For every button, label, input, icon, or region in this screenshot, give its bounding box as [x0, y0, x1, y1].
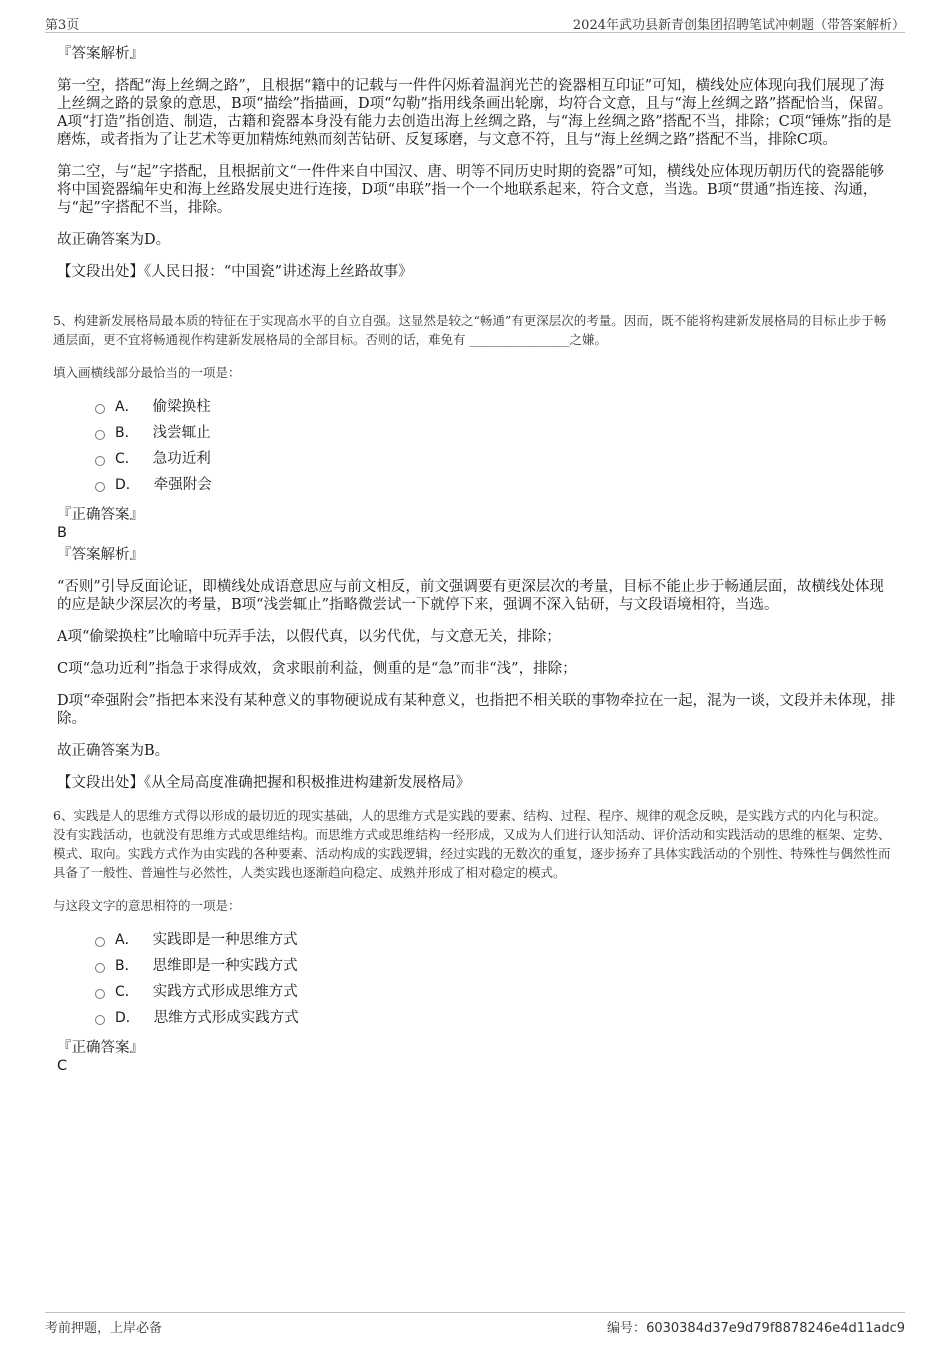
page-header [45, 12, 905, 33]
q6-option-c[interactable]: C． 实践方式形成思维方式 [95, 979, 897, 1005]
q5-option-d[interactable]: D． 牵强附会 [95, 472, 897, 498]
q4-source: 【文段出处】《人民日报：“中国瓷”讲述海上丝路故事》 [57, 264, 413, 280]
radio-icon[interactable] [95, 404, 105, 414]
q5-analysis-p1: “否则”引导反面论证，即横线处成语意思应与前文相反，前文强调要有更深层次的考量，目标不能止步于畅通层面，故横线处体现的应是缺少深层次的考量，B项“浅尝辄止”指略微尝试一下就停下来，强调不深入钻研，与文段语境相符，当选。 [57, 579, 884, 613]
q6-prompt: 与这段文字的意思相符的一项是： [53, 898, 241, 913]
q5-source: 【文段出处】《从全局高度准确把握和积极推进构建新发展格局》 [57, 775, 471, 791]
q5-stem: 5、构建新发展格局最本质的特征在于实现高水平的自立自强。这显然是较之“畅通”有更深层次的考量。因而，既不能将构建新发展格局的目标止步于畅通层面，更不宜将畅通视作构建新发展格局的全部目标。否则的话，难免有 ________________之嫌。 [53, 313, 887, 347]
q5-conclusion: 故正确答案为B。 [57, 743, 170, 759]
q4-analysis-label: 『答案解析』 [57, 46, 144, 62]
q4-conclusion: 故正确答案为D。 [57, 232, 171, 248]
q5-option-b[interactable]: B． 浅尝辄止 [95, 420, 897, 446]
q4-analysis-p1: 第一空，搭配“海上丝绸之路”，且根据“籍中的记载与一件件闪烁着温润光芒的瓷器相互印证”可知，横线处应体现向我们展现了海上丝绸之路的景象的意思，B项“描绘”指描画，D项“勾勒”指用线条画出轮廓，均符合文意，且与“海上丝绸之路”搭配恰当，保留。A项“打造”指创造、制造，古籍和瓷器本身没有能力去创造出海上丝绸之路，与“海上丝绸之路”搭配不当，排除；C项“锤炼”指的是磨炼，或者指为了让艺术等更加精炼纯熟而刻苦钻研、反复琢磨，与文意不符，且与“海上丝绸之路”搭配不当，排除C项。 [57, 78, 893, 148]
radio-icon[interactable] [95, 482, 105, 492]
page-content [53, 45, 897, 1081]
radio-icon[interactable] [95, 430, 105, 440]
radio-icon[interactable] [95, 456, 105, 466]
q5-prompt: 填入画横线部分最恰当的一项是： [53, 365, 241, 380]
q6-stem: 6、实践是人的思维方式得以形成的最切近的现实基础，人的思维方式是实践的要素、结构、过程、程序、规律的观念反映，是实践方式的内化与积淀。没有实践活动，也就没有思维方式或思维结构。而思维方式或思维结构一经形成，又成为人们进行认知活动、评价活动和实践活动的思维的框架、定势、模式、取向。实践方式作为由实践的各种要素、活动构成的实践逻辑，经过实践的无数次的重复，逐步扬弃了具体实践活动的个别性、特殊性与偶然性而具备了一般性、普遍性与必然性，人类实践也逐渐趋向稳定、成熟并形成了相对稳定的模式。 [53, 808, 891, 880]
q5-analysis-p3: C项“急功近利”指急于求得成效，贪求眼前利益，侧重的是“急”而非“浅”，排除； [57, 661, 577, 677]
q5-options [95, 394, 897, 498]
q5-answer: B [57, 525, 67, 541]
radio-icon[interactable] [95, 989, 105, 999]
q6-answer: C [57, 1058, 68, 1074]
q6-options [95, 927, 897, 1031]
q6-option-a[interactable]: A． 实践即是一种思维方式 [95, 927, 897, 953]
footer-code-label: 编号： [607, 1321, 647, 1336]
q6-option-b[interactable]: B． 思维即是一种实践方式 [95, 953, 897, 979]
radio-icon[interactable] [95, 963, 105, 973]
radio-icon[interactable] [95, 937, 105, 947]
q5-analysis-label: 『答案解析』 [57, 547, 144, 563]
q5-option-c[interactable]: C． 急功近利 [95, 446, 897, 472]
q6-option-d[interactable]: D． 思维方式形成实践方式 [95, 1005, 897, 1031]
document-title: 2024年武功县新青创集团招聘笔试冲刺题（带答案解析） [572, 18, 905, 33]
q4-analysis-p2: 第二空，与“起”字搭配，且根据前文“一件件来自中国汉、唐、明等不同历史时期的瓷器”可知，横线处应体现历朝历代的瓷器能够将中国瓷器编年史和海上丝路发展史进行连接，D项“串联”指一个一个地联系起来，符合文意，当选。B项“贯通”指连接、沟通，与“起”字搭配不当，排除。 [57, 164, 885, 216]
q5-option-a[interactable]: A． 偷梁换柱 [95, 394, 897, 420]
footer-slogan: 考前押题，上岸必备 [45, 1321, 163, 1336]
page-number: 第3页 [45, 18, 80, 33]
footer-code [607, 1317, 905, 1336]
q5-answer-label: 『正确答案』 [57, 507, 144, 523]
page-footer [45, 1312, 905, 1337]
q6-answer-label: 『正确答案』 [57, 1040, 144, 1056]
footer-code-value: 6030384d37e9d79f8878246e4d11adc9 [646, 1321, 905, 1336]
q5-analysis-p2: A项“偷梁换柱”比喻暗中玩弄手法，以假代真，以劣代优，与文意无关，排除； [57, 629, 561, 645]
radio-icon[interactable] [95, 1015, 105, 1025]
q5-analysis-p4: D项“牵强附会”指把本来没有某种意义的事物硬说成有某种意义，也指把不相关联的事物牵拉在一起，混为一谈，文段并未体现，排除。 [57, 693, 896, 727]
